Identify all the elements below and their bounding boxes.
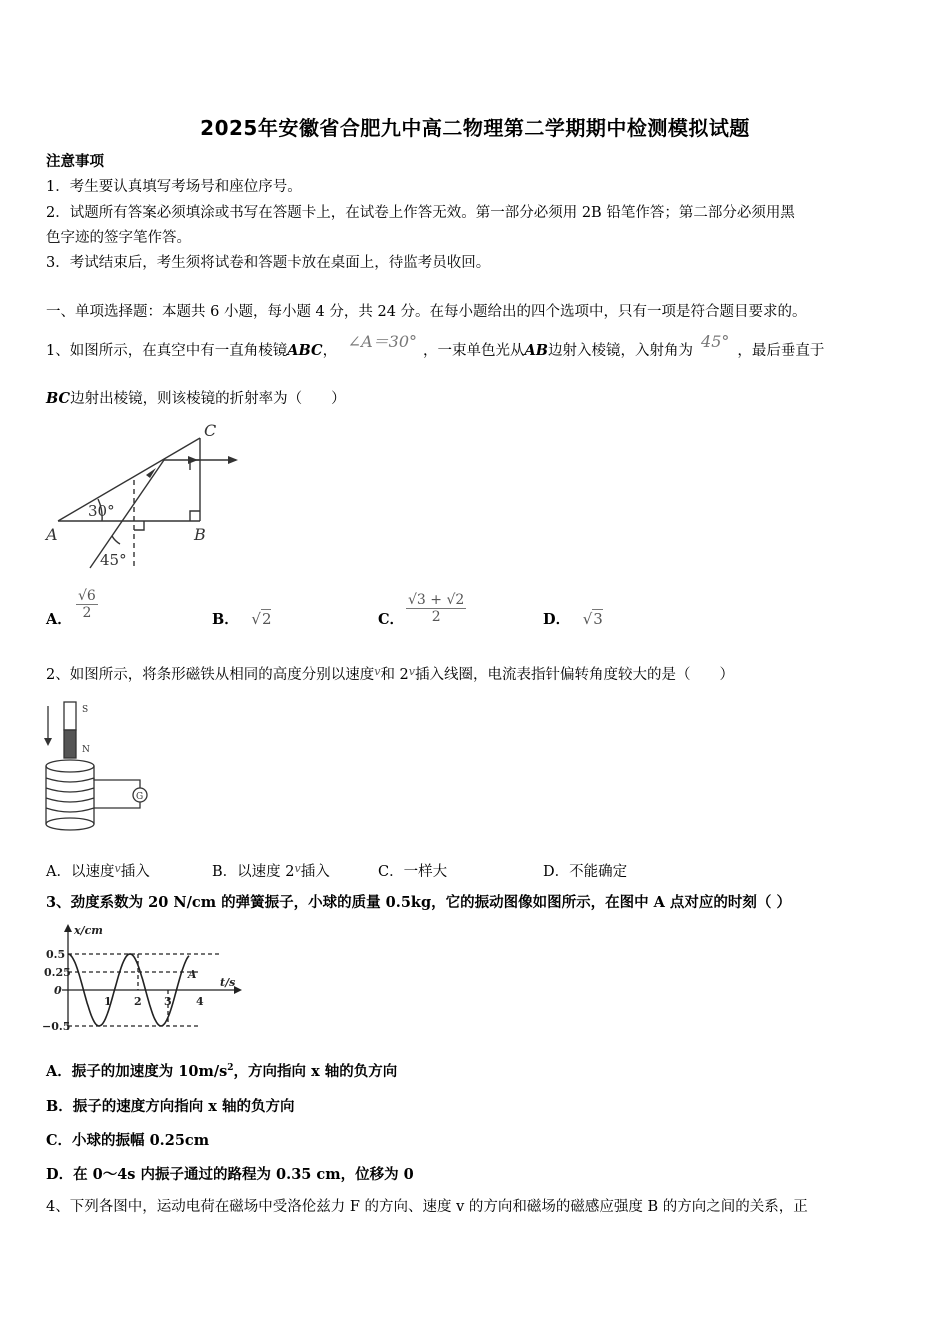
y-tick-label: 0.5 [46, 948, 66, 961]
q1-option-d[interactable]: D． √3 [543, 610, 603, 628]
q1-option-a[interactable]: A． [46, 611, 72, 628]
question-1-stem-cont: BC边射出棱镜，则该棱镜的折射率为（ ） [46, 390, 346, 407]
q3-option-a[interactable]: A．振子的加速度为 $10m/s^2$，方向指向 x 轴的负方向 [46, 1063, 398, 1080]
notice-item: 2．试题所有答案必须填涂或书写在答题卡上，在试卷上作答无效。第一部分必须用 2B 铅笔作答；第二部分必须用黑 [46, 205, 795, 221]
notice-item: 1．考生要认真填写考场号和座位序号。 [46, 179, 302, 195]
angle-30-label: 30° [88, 502, 115, 520]
notice-item: 3．考试结束后，考生须将试卷和答题卡放在桌面上，待监考员收回。 [46, 255, 491, 271]
graph-x-axis-label: t/s [220, 976, 236, 989]
question-4-stem: 4、下列各图中，运动电荷在磁场中受洛伦兹力 F 的方向、速度 v 的方向和磁场的磁感应强度 B 的方向之间的关系，正 [46, 1199, 808, 1215]
graph-y-axis-label: x/cm [74, 924, 103, 937]
x-tick-label: 4 [196, 995, 204, 1008]
magnet-s-label: S [82, 705, 89, 715]
incidence-angle-formula: 45° [701, 332, 730, 351]
point-a-label: A [188, 968, 197, 981]
q1-option-c-fraction: $\frac{√3 + √2}{2}$ [408, 592, 465, 625]
question-2-stem: 2、如图所示，将条形磁铁从相同的高度分别以速度$^v$和 2$^v$插入线圈，电流表指针偏转角度较大的是（ ） [46, 665, 735, 683]
x-tick-label: 3 [164, 995, 172, 1008]
q1-option-c[interactable]: C． [378, 611, 405, 628]
magnet-coil-diagram [40, 700, 160, 835]
y-tick-label: 0.25 [44, 966, 71, 979]
q2-option-b[interactable]: B．以速度 2$^v$插入 [212, 862, 330, 880]
x-tick-label: 1 [104, 995, 112, 1008]
angle-45-label: 45° [100, 551, 127, 569]
x-tick-label: 2 [134, 995, 142, 1008]
section-heading: 一、单项选择题：本题共 6 小题，每小题 4 分，共 24 分。在每小题给出的四个选项中，只有一项是符合题目要求的。 [46, 304, 807, 320]
y-tick-label: 0 [54, 984, 62, 997]
q2-option-d[interactable]: D．不能确定 [543, 864, 628, 880]
q2-option-a[interactable]: A．以速度$^v$插入 [46, 862, 150, 880]
q1-option-a-fraction: $\frac{√6}{2}$ [78, 588, 96, 621]
angle-a-formula: ∠A＝30° [347, 332, 417, 351]
vibration-graph [40, 922, 250, 1037]
notice-item: 色字迹的签字笔作答。 [46, 230, 191, 246]
q3-option-c[interactable]: C．小球的振幅 0.25cm [46, 1132, 210, 1149]
magnet-n-label: N [82, 745, 90, 755]
q1-option-b[interactable]: B． √2 [212, 610, 272, 628]
q2-option-c[interactable]: C．一样大 [378, 864, 448, 880]
notice-heading: 注意事项 [46, 153, 104, 170]
galvanometer-label: G [136, 792, 144, 802]
vertex-c-label: C [204, 421, 217, 440]
vertex-a-label: A [46, 525, 58, 544]
q3-option-d[interactable]: D．在 0～4s 内振子通过的路程为 0.35 cm，位移为 0 [46, 1166, 414, 1183]
page-title: 2025年安徽省合肥九中高二物理第二学期期中检测模拟试题 [200, 116, 750, 140]
question-3-stem: 3、劲度系数为 20 N/cm 的弹簧振子，小球的质量 0.5kg，它的振动图像如图所示，在图中 A 点对应的时刻（ ） [46, 894, 791, 911]
q3-option-b[interactable]: B．振子的速度方向指向 x 轴的负方向 [46, 1098, 295, 1115]
prism-diagram [40, 420, 260, 580]
y-tick-label: −0.5 [42, 1020, 71, 1033]
vertex-b-label: B [194, 525, 206, 544]
question-1-stem: 1、如图所示，在真空中有一直角棱镜ABC， ∠A＝30° ，一束单色光从AB边射入棱镜，入射角为 45° ，最后垂直于 [46, 332, 825, 359]
